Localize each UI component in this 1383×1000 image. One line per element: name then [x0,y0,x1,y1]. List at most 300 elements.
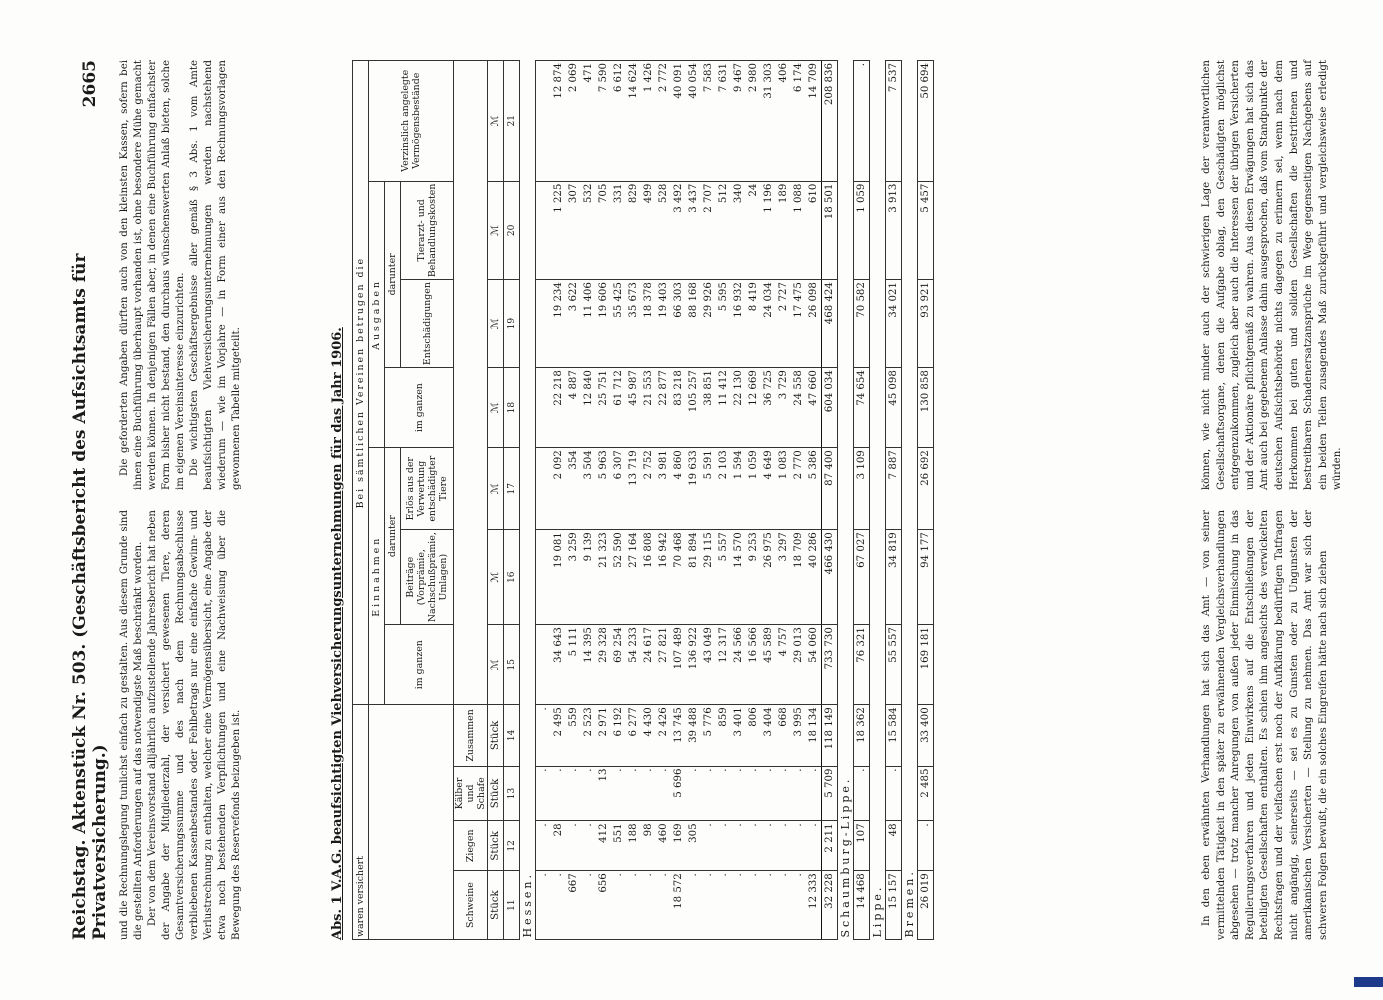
table-cell: 7 631 [716,61,731,182]
region-lippe [870,61,886,940]
table-row [716,61,731,940]
table-cell: 1 083 [776,448,791,530]
table-cell: . [731,821,746,871]
table-cell: . [854,61,870,182]
table-cell: 3 109 [854,448,870,530]
header-vet-costs: Tierarzt- und Behandlungskosten [401,181,454,279]
table-cell: 18 362 [854,705,870,766]
table-cell: 18 709 [791,530,806,625]
table-cell: 33 400 [918,705,934,766]
table-cell: 24 034 [761,280,776,368]
table-cell: 468 424 [822,280,838,368]
intro-left-paragraph: Der von dem Vereinsvorstand alljährlich aufzustellende Jahresbericht hat neben der Angabe der Mitgliederzahl, der versichert gewesenen Tiere, deren Gesamtversicherungssumme und des nach dem Rechnungsabschlusse verbliebenen Kassenbestandes oder Fehlbetrags nur eine einfache Gewinn- und Verlustrechnung zu enthalten, welcher eine Vermögensübersicht, eine Angabe der etwa noch bestehenden Verpflichtungen und eine Nachweisung über die Bewegung des Reservefonds beizugeben ist. [147,510,242,940]
table-cell: . [761,871,776,940]
table-row [746,61,761,940]
page-header [70,60,110,940]
table-cell: . [731,766,746,821]
table-cell: 21 323 [596,530,611,625]
table-cell: . [641,871,656,940]
table-cell: . [536,821,552,871]
table-cell: 19 081 [551,530,566,625]
table-cell: 45 098 [886,368,902,448]
table-cell: 2 211 [822,821,838,871]
table-cell: 406 [776,61,791,182]
table-cell: . [746,871,761,940]
table-cell: . [611,766,626,821]
page-number: 2665 [80,60,100,108]
header-total-animals: Zusammen [454,705,488,766]
table-cell: 12 317 [716,625,731,705]
table-cell: 6 612 [611,61,626,182]
table-cell: 22 877 [656,368,671,448]
table-cell: 2 752 [641,448,656,530]
table-cell: 67 027 [854,530,870,625]
unit-cell: ℳ [488,368,504,448]
table-cell: 5 386 [806,448,822,530]
header-invested-assets: Verzinslich angelegte Vermögensbestände [369,61,454,182]
table-cell: 22 218 [551,368,566,448]
table-row [686,61,701,940]
group-expense: Ausgaben [369,181,385,448]
table-cell: 17 475 [791,280,806,368]
table-cell: 15 157 [886,871,902,940]
table-cell: 6 277 [626,705,641,766]
table-cell: 118 149 [822,705,838,766]
table-cell: . [716,821,731,871]
table-cell: 460 [656,821,671,871]
table-cell: 3 437 [686,181,701,279]
table-cell: 2 069 [566,61,581,182]
table-cell: 12 333 [806,871,822,940]
unit-cell: ℳ [488,625,504,705]
table-cell: 130 858 [918,368,934,448]
table-cell: 6 174 [791,61,806,182]
table-cell: 3 297 [776,530,791,625]
table-cell: 11 406 [581,280,596,368]
table-cell: 18 501 [822,181,838,279]
table-cell: 34 021 [886,280,902,368]
table-cell: 29 926 [701,280,716,368]
header-income-total: im ganzen [385,625,454,705]
table-cell: 32 228 [822,871,838,940]
table-row [731,61,746,940]
intro-left-column [118,510,244,940]
unit-cell: Stück [488,705,504,766]
table-cell: 3 404 [761,705,776,766]
table-cell: 5 591 [701,448,716,530]
table-cell: 105 257 [686,368,701,448]
table-cell: 3 913 [886,181,902,279]
table-cell: 5 963 [596,448,611,530]
table-cell: 70 468 [671,530,686,625]
table-cell: 107 [854,821,870,871]
table-cell: 528 [656,181,671,279]
table-cell: 656 [596,871,611,940]
table-cell: 4 649 [761,448,776,530]
table-cell: 34 819 [886,530,902,625]
schaumburg-row [854,61,870,940]
unit-cell: Stück [488,766,504,821]
table-cell: . [611,871,626,940]
table-cell: 4 860 [671,448,686,530]
region-label: Schaumburg-Lippe. [838,61,854,940]
column-number-cell: 19 [504,280,520,368]
table-cell: 3 729 [776,368,791,448]
intro-left-paragraph: und die Rechnungslegung tunlichst einfach zu gestalten. Aus diesem Grunde sind die gestellten Anforderungen auf das notwendigste Maß beschränkt worden. [119,510,144,940]
table-cell: 34 643 [551,625,566,705]
table-cell: 3 622 [566,280,581,368]
table-cell: 55 425 [611,280,626,368]
group-income: Einnahmen [369,448,385,705]
table-row [596,61,611,940]
table-cell: . [581,821,596,871]
table-cell: 5 776 [701,705,716,766]
region-label: Hessen. [520,61,536,940]
table-cell: . [791,871,806,940]
table-cell: 305 [686,821,701,871]
table-cell: 340 [731,181,746,279]
table-cell: 15 584 [886,705,902,766]
unit-cell: ℳ [488,280,504,368]
table-cell [536,181,552,279]
column-number-cell: 11 [504,871,520,940]
darunter-income: darunter [385,448,401,625]
table-row [611,61,626,940]
table-cell: 2 980 [746,61,761,182]
table-cell: 3 401 [731,705,746,766]
table-row [671,61,686,940]
table-cell: . [656,766,671,821]
table-cell: 12 874 [551,61,566,182]
running-title: Reichstag. Aktenstück Nr. 503. (Geschäftsbericht des Aufsichtsamts für Privatversicherung.) [70,253,110,940]
table-cell: 12 840 [581,368,596,448]
table-cell: 26 098 [806,280,822,368]
table-cell: 98 [641,821,656,871]
table-cell [536,368,552,448]
table-cell: 1 088 [791,181,806,279]
table-cell: 87 400 [822,448,838,530]
table-title: Abs. 1 V.A.G. beaufsichtigten Viehversicherungsunternehmungen für das Jahr 1906. [330,327,345,940]
statistics-table [352,60,934,940]
table-cell: 307 [566,181,581,279]
table-cell: 559 [566,705,581,766]
table-cell: 29 328 [596,625,611,705]
table-row [701,61,716,940]
table-cell: . [551,766,566,821]
table-cell: 18 572 [671,871,686,940]
table-cell: 4 757 [776,625,791,705]
table-cell: 26 019 [918,871,934,940]
table-cell: 7 590 [596,61,611,182]
table-cell: 24 558 [791,368,806,448]
table-cell: 8 419 [746,280,761,368]
column-number-cell: 20 [504,181,520,279]
table-cell: . [701,821,716,871]
table-cell: 14 468 [854,871,870,940]
table-cell: . [686,871,701,940]
header-expense-total: im ganzen [385,368,454,448]
table-cell: 610 [806,181,822,279]
table-cell: 859 [716,705,731,766]
table-row [536,61,552,940]
table-cell: 24 617 [641,625,656,705]
table-cell: 45 589 [761,625,776,705]
table-cell: 11 412 [716,368,731,448]
table-cell: . [716,871,731,940]
table-cell: 88 168 [686,280,701,368]
insured-spacer [369,705,454,940]
table-cell: 3 259 [566,530,581,625]
table-cell: 6 192 [611,705,626,766]
table-cell: 9 139 [581,530,596,625]
region-bremen [902,61,918,940]
table-cell: 1 594 [731,448,746,530]
table-cell: 169 181 [918,625,934,705]
column-number-cell: 14 [504,705,520,766]
group-all-associations: Bei sämtlichen Vereinen betrugen die [353,61,369,705]
unit-cell: ℳ [488,448,504,530]
digitization-note [1358,10,1378,990]
table-cell: . [746,766,761,821]
table-cell: 1 196 [761,181,776,279]
table-cell: . [626,766,641,821]
table-cell: 532 [581,181,596,279]
table-cell: 354 [566,448,581,530]
table-cell: . [776,766,791,821]
header-calves-sheep: Kälber und Schafe [454,766,488,821]
table-cell: 4 887 [566,368,581,448]
table-cell: 40 286 [806,530,822,625]
table-cell: 829 [626,181,641,279]
table-row [656,61,671,940]
table-cell: 38 851 [701,368,716,448]
table-cell: 189 [776,181,791,279]
table-cell: 43 049 [701,625,716,705]
table-cell: 35 673 [626,280,641,368]
table-cell: 19 403 [656,280,671,368]
table-cell: 76 321 [854,625,870,705]
region-label: Lippe. [870,61,886,940]
table-cell: 55 557 [886,625,902,705]
table-cell: 208 836 [822,61,838,182]
table-cell: 70 582 [854,280,870,368]
table-cell: 169 [671,821,686,871]
column-number-cell: 17 [504,448,520,530]
table-cell: . [701,871,716,940]
table-cell: 705 [596,181,611,279]
table-cell: 39 488 [686,705,701,766]
table-cell: 14 570 [731,530,746,625]
unit-cell: Stück [488,871,504,940]
table-cell: . [536,705,552,766]
table-cell: 18 378 [641,280,656,368]
table-cell: . [854,766,870,821]
darunter-expense: darunter [385,181,401,368]
table-cell: 29 115 [701,530,716,625]
table-cell: 13 [596,766,611,821]
table-cell: 2 727 [776,280,791,368]
table-cell: 2 103 [716,448,731,530]
intro-right-paragraph: Die geforderten Angaben dürften auch von den kleinsten Kassen, sofern bei ihnen eine Buchführung überhaupt vorhanden ist, ohne besondere Mühe gemacht werden können. In denjenigen Fällen aber, in denen eine Buchführung einfachster Form bisher nicht bestand, den durchaus wünschenswerten Anlaß bieten, solche im eigenen Vereinsinteresse einzurichten. [119,60,186,490]
table-cell: 21 553 [641,368,656,448]
table-cell: 7 537 [886,61,902,182]
table-cell: . [776,821,791,871]
table-body [488,61,934,940]
table-cell: . [776,871,791,940]
table-cell: 26 692 [918,448,934,530]
table-cell: 9 467 [731,61,746,182]
table-cell: . [581,766,596,821]
table-cell: 25 751 [596,368,611,448]
table-cell: . [791,821,806,871]
table-cell: 1 426 [641,61,656,182]
table-cell: . [918,821,934,871]
table-cell [536,448,552,530]
table-row [806,61,822,940]
intro-right-paragraph: Die wichtigsten Geschäftsergebnisse aller gemäß § 3 Abs. 1 vom Amte beaufsichtigten Viehversicherungsunternehmungen werden nachstehend wiederum — wie im Vorjahre — in Form einer aus den Rechnungsvorlagen gewonnenen Tabelle mitgeteilt. [189,60,242,490]
table-cell: 16 932 [731,280,746,368]
group-insured: waren versichert [353,705,369,940]
region-label: Bremen. [902,61,918,940]
table-cell: 24 [746,181,761,279]
table-cell: . [626,871,641,940]
header-pigs: Schweine [454,871,488,940]
table-cell: 22 130 [731,368,746,448]
column-number-cell: 18 [504,368,520,448]
table-cell: 94 177 [918,530,934,625]
table-cell: 27 164 [626,530,641,625]
table-cell: . [761,821,776,871]
table-cell: 1 059 [854,181,870,279]
table-cell: 16 942 [656,530,671,625]
table-cell: 36 725 [761,368,776,448]
unit-cell: ℳ [488,61,504,182]
table-cell: 412 [596,821,611,871]
table-cell: . [806,766,822,821]
table-cell: 16 808 [641,530,656,625]
table-cell: . [746,821,761,871]
table-cell: . [806,821,822,871]
table-row [641,61,656,940]
table-cell: 19 606 [596,280,611,368]
table-cell: 2 770 [791,448,806,530]
unit-cell: ℳ [488,530,504,625]
header-compensation: Entschädigungen [401,280,454,368]
table-cell: 14 395 [581,625,596,705]
table-cell: 7 887 [886,448,902,530]
table-cell [536,61,552,182]
table-cell: 31 303 [761,61,776,182]
table-row [791,61,806,940]
table-cell: 16 566 [746,625,761,705]
table-cell: 12 669 [746,368,761,448]
table-cell: 1 225 [551,181,566,279]
table-cell: 29 013 [791,625,806,705]
hessen-total-row [822,61,838,940]
table-row [776,61,791,940]
table-cell: 83 218 [671,368,686,448]
column-number-cell: 15 [504,625,520,705]
table-cell: 47 660 [806,368,822,448]
table-cell: 107 489 [671,625,686,705]
table-cell: 81 894 [686,530,701,625]
table-cell: 40 091 [671,61,686,182]
table-cell: 466 430 [822,530,838,625]
table-cell: 3 504 [581,448,596,530]
bottom-left-column: In den eben erwähnten Verhandlungen hat sich das Amt — von seiner vermittelnden Tätigkeit in den später zu erwähnenden Vergleichsverhandlungen abgesehen — trotz mancher Anregungen von außen jeder Einmischung in das Regulierungsverfahren und jeden Einwirkens auf die Entschließungen der beteiligten Gesellschaften enthalten. Es schien ihm angesichts des verwickelten Rechtsfragen und der vielfachen erst noch der Aufklärung bedürftigen Tatfragen nicht angängig, seinerseits — sei es zu Gunsten oder zu Ungunsten der amerikanischen Versicherten — Stellung zu nehmen. Das Amt war sich der schweren Folgen bewußt, die ein solches Eingreifen hätte nach sich ziehen [1201,510,1329,940]
table-row [626,61,641,940]
header-proceeds: Erlös aus der Verwertung entschädigter Tiere [401,448,454,530]
table-cell: 14 709 [806,61,822,182]
table-row [551,61,566,940]
table-cell: . [566,766,581,821]
bremen-row [918,61,934,940]
statistics-table-wrapper [352,60,934,940]
region-schaumburg-lippe [838,61,854,940]
table-cell: . [536,766,552,821]
table-cell: 136 922 [686,625,701,705]
table-cell: 3 995 [791,705,806,766]
table-cell: 2 485 [918,766,934,821]
unit-cell: Stück [488,821,504,871]
table-cell: 1 059 [746,448,761,530]
table-cell: . [641,766,656,821]
table-cell: 45 987 [626,368,641,448]
table-cell: . [886,766,902,821]
table-cell: 2 971 [596,705,611,766]
table-cell: 2 772 [656,61,671,182]
table-row [566,61,581,940]
lippe-row [886,61,902,940]
intro-right-column [118,60,244,490]
table-cell: . [656,871,671,940]
table-cell: 551 [611,821,626,871]
bottom-right-column: können, wie nicht minder auch der schwierigen Lage der verantwortlichen Gesellschaftsorgane, denen die Aufgabe oblag, den Geschädigten möglichst entgegenzukommen, zugleich aber auch die Interessen der übrigen Versicherten und der Aktionäre pflichtgemäß zu wahren. Aus diesen Erwägungen hat sich das Amt auch bei gegebenem Anlasse dahin ausgesprochen, daß vom Standpunkte der deutschen Aufsichtsbehörde nichts dagegen zu erinnern sei, wenn nach dem Herkommen bei guten und soliden Gesellschaften die bestrittenen und bestreitbaren Schadenersatzansprüche im Wege gegenseitigen Nachgebens auf ein beiden Teilen zusagendes Maß zurückgeführt und vergleichsweise erledigt würden. [1201,60,1344,490]
column-number-cell: 16 [504,530,520,625]
table-cell: 2 092 [551,448,566,530]
table-cell [536,625,552,705]
table-cell: 50 694 [918,61,934,182]
table-cell: 7 583 [701,61,716,182]
column-number-cell: 12 [504,821,520,871]
table-cell: . [731,871,746,940]
table-cell: 69 254 [611,625,626,705]
table-cell: 13 719 [626,448,641,530]
table-cell: 26 975 [761,530,776,625]
table-cell: 61 712 [611,368,626,448]
table-cell: 5 595 [716,280,731,368]
table-cell: 5 111 [566,625,581,705]
table-cell: . [686,766,701,821]
region-hessen [520,61,536,940]
table-cell: 5 696 [671,766,686,821]
table-cell: . [581,871,596,940]
table-cell: 27 821 [656,625,671,705]
table-cell: 6 307 [611,448,626,530]
table-cell: 733 730 [822,625,838,705]
table-cell: . [536,871,552,940]
table-cell: . [761,766,776,821]
table-cell: 9 253 [746,530,761,625]
header-contributions: Beiträge (Vorprämie, Nachschußprämie, Umlagen) [401,530,454,625]
dfg-logo [1354,977,1383,987]
column-number-row [504,61,520,940]
table-cell: 13 745 [671,705,686,766]
table-cell: 2 495 [551,705,566,766]
table-cell: 19 633 [686,448,701,530]
table-cell: 188 [626,821,641,871]
header-goats: Ziegen [454,821,488,871]
